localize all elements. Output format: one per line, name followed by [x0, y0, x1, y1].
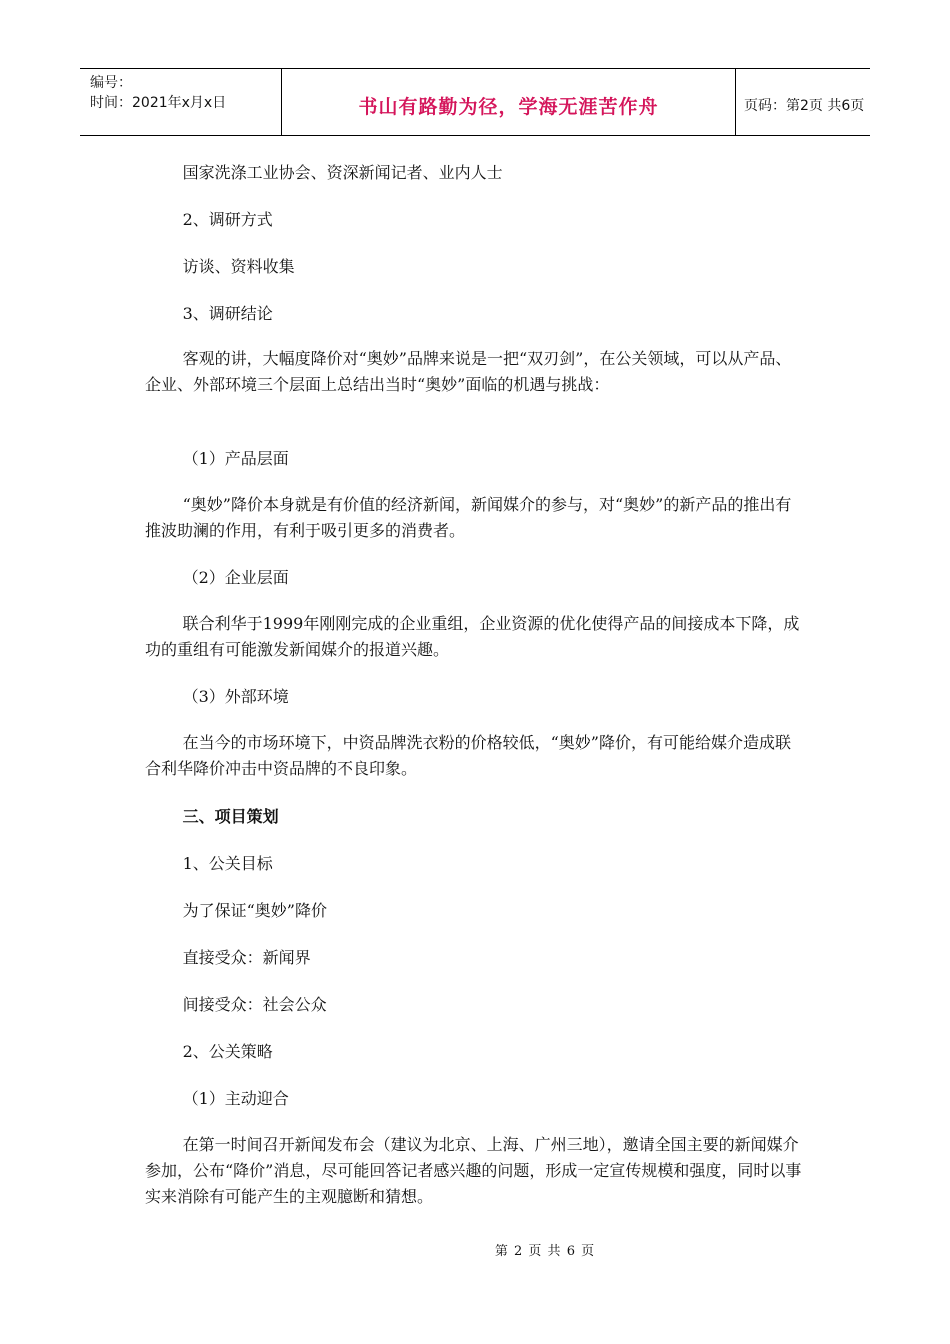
- paragraph-external-environment: 在当今的市场环境下，中资品牌洗衣粉的价格较低，“奥妙”降价，有可能给媒介造成联合利华降价冲击中资品牌的不良印象。: [145, 733, 791, 778]
- paragraph-research-method: 访谈、资料收集: [182, 257, 295, 276]
- heading-research-conclusion: 3、调研结论: [182, 304, 273, 323]
- paragraph-enterprise-level: 联合利华于1999年刚刚完成的企业重组，企业资源的优化使得产品的间接成本下降，成功的重组有可能激发新闻媒介的报道兴趣。: [145, 614, 800, 659]
- paragraph-respondents: 国家洗涤工业协会、资深新闻记者、业内人士: [182, 163, 503, 182]
- header-page-cell: [736, 69, 870, 135]
- header-page-label: 页码：第2页 共6页: [744, 98, 865, 114]
- header-meta: [80, 69, 282, 135]
- paragraph-indirect-audience: 间接受众：社会公众: [182, 995, 327, 1014]
- heading-pr-goal: 1、公关目标: [182, 854, 273, 873]
- paragraph-conclusion-intro: 客观的讲，大幅度降价对“奥妙”品牌来说是一把“双刃剑”，在公关领域，可以从产品、企业、外部环境三个层面上总结出当时“奥妙”面临的机遇与挑战：: [145, 349, 792, 394]
- paragraph-product-level: “奥妙”降价本身就是有价值的经济新闻，新闻媒介的参与，对“奥妙”的新产品的推出有推波助澜的作用，有利于吸引更多的消费者。: [145, 495, 792, 540]
- header-motto: 书山有路勤为径，学海无涯苦作舟: [358, 95, 659, 118]
- document-time-label: 时间：2021年x月x日: [90, 95, 227, 111]
- header-motto-cell: [282, 69, 736, 135]
- heading-enterprise-level: （2）企业层面: [182, 568, 289, 587]
- paragraph-pr-goal: 为了保证“奥妙”降价: [182, 901, 327, 920]
- heading-pr-strategy: 2、公关策略: [182, 1042, 273, 1061]
- heading-product-level: （1）产品层面: [182, 449, 289, 468]
- paragraph-active-response: 在第一时间召开新闻发布会（建议为北京、上海、广州三地），邀请全国主要的新闻媒介参加，公布“降价”消息，尽可能回答记者感兴趣的问题，形成一定宣传规模和强度，同时以事实来消除有可能产生的主观臆断和猜想。: [145, 1135, 802, 1206]
- heading-research-method: 2、调研方式: [182, 210, 273, 229]
- heading-active-response: （1）主动迎合: [182, 1089, 289, 1108]
- heading-external-environment: （3）外部环境: [182, 687, 289, 706]
- paragraph-direct-audience: 直接受众：新闻界: [182, 948, 311, 967]
- section-heading-project-planning: 三、项目策划: [182, 807, 279, 826]
- document-number-label: 编号：: [90, 75, 132, 91]
- page-footer: 第 2 页 共 6 页: [494, 1244, 596, 1259]
- page-header: [80, 68, 870, 136]
